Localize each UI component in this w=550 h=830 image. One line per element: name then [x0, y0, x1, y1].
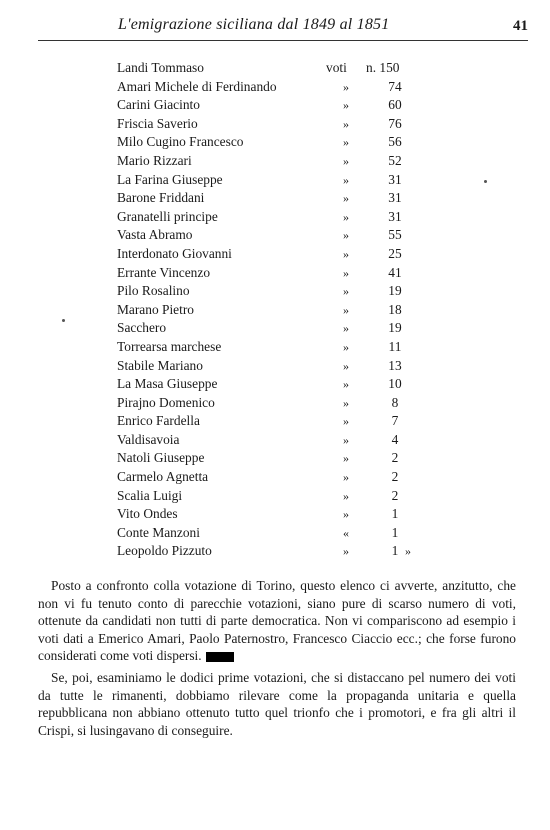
candidate-name: Sacchero	[117, 320, 167, 336]
ditto-mark: »	[343, 321, 349, 336]
vote-count: 11	[388, 338, 402, 354]
list-item	[117, 524, 417, 543]
list-item	[117, 394, 417, 413]
list-item	[117, 189, 417, 208]
ditto-mark: »	[343, 191, 349, 206]
vote-rows	[117, 78, 417, 561]
vote-count: 31	[388, 171, 402, 187]
candidate-name: Friscia Saverio	[117, 115, 198, 131]
vote-count: 8	[391, 394, 399, 410]
list-item	[117, 78, 417, 97]
vote-count: 25	[388, 245, 402, 261]
trailing-mark: »	[405, 544, 411, 559]
vote-count: 19	[388, 283, 402, 299]
vote-count: 1	[391, 506, 399, 522]
ditto-mark: »	[343, 377, 349, 392]
page-number: 41	[513, 18, 528, 34]
list-item	[117, 59, 417, 78]
ditto-mark: »	[343, 302, 349, 317]
vote-count: 4	[391, 431, 399, 447]
vote-count: 31	[388, 208, 402, 224]
ditto-mark: »	[343, 414, 349, 429]
candidate-name: Natoli Giuseppe	[117, 450, 205, 466]
ditto-mark: »	[343, 395, 349, 410]
list-item	[117, 115, 417, 134]
ditto-mark: »	[343, 246, 349, 261]
candidate-name: Vasta Abramo	[117, 227, 193, 243]
ditto-mark: »	[343, 265, 349, 280]
ditto-mark: »	[343, 544, 349, 559]
candidate-name: Mario Rizzari	[117, 152, 192, 168]
stray-dot	[484, 180, 487, 183]
paragraph-2: Se, poi, esaminiamo le dodici prime votazioni, che si distaccano pel numero dei voti da tutte le rimanenti, dobbiamo rilevare come la propaganda unitaria e quella repubblicana non abbiano ottenuto tutto quel trionfo che i promotori, e fra gli altri il Crispi, si lusingavano di conseguire.	[38, 670, 516, 738]
candidate-name: Pirajno Domenico	[117, 394, 215, 410]
vote-count: 76	[388, 115, 402, 131]
list-item	[117, 449, 417, 468]
candidate-name: Pilo Rosalino	[117, 283, 190, 299]
paragraph-1	[38, 577, 516, 665]
ditto-mark: »	[343, 135, 349, 150]
ditto-mark: »	[343, 284, 349, 299]
list-item	[117, 542, 417, 561]
candidate-name: Scalia Luigi	[117, 487, 183, 503]
candidate-name: Enrico Fardella	[117, 413, 200, 429]
list-item	[117, 208, 417, 227]
list-item	[117, 505, 417, 524]
vote-list	[117, 59, 417, 561]
vote-count: 2	[391, 450, 399, 466]
candidate-name: Interdonato Giovanni	[117, 245, 232, 261]
candidate-name: Stabile Mariano	[117, 357, 203, 373]
vote-count: 41	[388, 264, 402, 280]
vote-count: 18	[388, 301, 402, 317]
list-item	[117, 357, 417, 376]
ditto-mark: »	[343, 339, 349, 354]
ditto-mark: »	[343, 153, 349, 168]
vote-count: n. 150	[366, 60, 400, 75]
candidate-name: Torrearsa marchese	[117, 338, 222, 354]
vote-count: 52	[388, 152, 402, 168]
redaction-mark	[206, 652, 234, 662]
vote-count: 7	[391, 413, 399, 429]
list-item	[117, 282, 417, 301]
candidate-name: Conte Manzoni	[117, 524, 200, 540]
vote-count: 55	[388, 227, 402, 243]
vote-count: 56	[388, 134, 402, 150]
candidate-name: Errante Vincenzo	[117, 264, 211, 280]
list-item	[117, 468, 417, 487]
vote-count: 60	[388, 97, 402, 113]
list-item	[117, 152, 417, 171]
candidate-name: Carini Giacinto	[117, 97, 200, 113]
candidate-name: La Farina Giuseppe	[117, 171, 223, 187]
ditto-mark: »	[343, 209, 349, 224]
ditto-mark: »	[343, 98, 349, 113]
ditto-mark: »	[343, 488, 349, 503]
vote-count: 31	[388, 190, 402, 206]
stray-dot	[62, 319, 65, 322]
candidate-name: Marano Pietro	[117, 301, 194, 317]
candidate-name: Carmelo Agnetta	[117, 469, 209, 485]
voti-label: voti	[326, 60, 347, 75]
candidate-name: Leopoldo Pizzuto	[117, 543, 212, 559]
page-header	[38, 14, 528, 41]
vote-count: 74	[388, 78, 402, 94]
vote-count: 13	[388, 357, 402, 373]
vote-count: 2	[391, 487, 399, 503]
ditto-mark: »	[343, 507, 349, 522]
ditto-mark: »	[343, 172, 349, 187]
list-item	[117, 487, 417, 506]
list-item	[117, 133, 417, 152]
running-title: L'emigrazione siciliana dal 1849 al 1851	[118, 16, 390, 33]
ditto-mark: »	[343, 228, 349, 243]
candidate-name: La Masa Giuseppe	[117, 376, 218, 392]
list-item	[117, 171, 417, 190]
ditto-mark: «	[343, 525, 349, 540]
list-item	[117, 264, 417, 283]
list-item	[117, 412, 417, 431]
list-item	[117, 431, 417, 450]
paragraph-1-text: Posto a confronto colla votazione di Torino, questo elenco ci avverte, anzitutto, che non vi fu tenuto conto di parecchie votazioni, siano pure di scarso numero di voti, ottenute da candidati non tutti di parte democratica. Non vi compariscono ad esempio i voti dati a Emerico Amari, Paolo Paternostro, Francesco Ciaccio ecc.; che forse furono considerati come voti dispersi.	[38, 578, 516, 664]
list-item	[117, 338, 417, 357]
list-item	[117, 375, 417, 394]
ditto-mark: »	[343, 432, 349, 447]
candidate-name: Landi Tommaso	[117, 60, 204, 75]
ditto-mark: »	[343, 451, 349, 466]
ditto-mark: »	[343, 470, 349, 485]
vote-count: 1	[391, 543, 399, 559]
candidate-name: Valdisavoia	[117, 431, 180, 447]
list-item	[117, 226, 417, 245]
vote-count: 1	[391, 524, 399, 540]
list-item	[117, 301, 417, 320]
candidate-name: Granatelli principe	[117, 208, 218, 224]
list-item	[117, 319, 417, 338]
ditto-mark: »	[343, 358, 349, 373]
vote-count: 2	[391, 469, 399, 485]
candidate-name: Vito Ondes	[117, 506, 178, 522]
list-item	[117, 245, 417, 264]
vote-count: 10	[388, 376, 402, 392]
ditto-mark: »	[343, 79, 349, 94]
candidate-name: Barone Friddani	[117, 190, 205, 206]
candidate-name: Milo Cugino Francesco	[117, 134, 244, 150]
list-item	[117, 96, 417, 115]
vote-count: 19	[388, 320, 402, 336]
ditto-mark: »	[343, 116, 349, 131]
candidate-name: Amari Michele di Ferdinando	[117, 78, 277, 94]
